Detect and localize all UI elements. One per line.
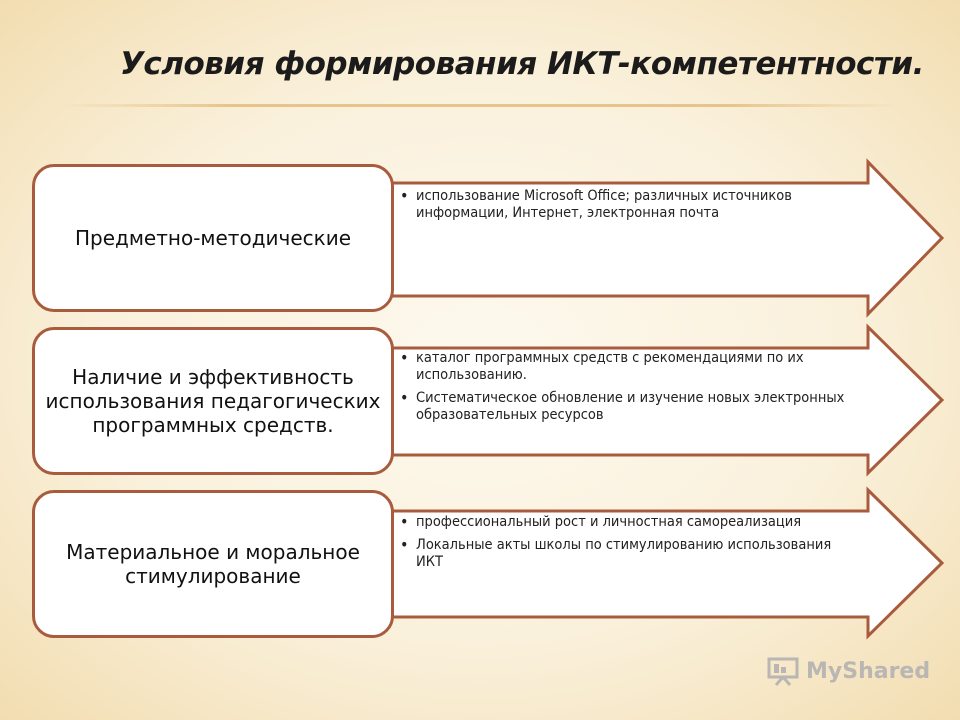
watermark-logo xyxy=(766,656,930,686)
watermark-text: MyShared xyxy=(806,658,931,684)
row-2-label-box xyxy=(32,327,394,475)
arrow-shape-1 xyxy=(380,162,942,314)
row-1-label: Предметно-методические xyxy=(74,226,352,250)
row-3-label-box xyxy=(32,490,394,638)
row-1-label-box xyxy=(32,164,394,312)
row-2-bullet-2: • Систематическое обновление и изучение новых электронных образовательных ресурсов xyxy=(398,390,858,424)
page-title-dot: . xyxy=(912,46,924,82)
row-2-bullet-list xyxy=(398,350,858,430)
presentation-board-icon xyxy=(766,656,800,686)
row-3-bullet-list xyxy=(398,514,858,577)
row-1-bullet-1: • использование Microsoft Office; различных источников информации, Интернет, электронная почта xyxy=(398,188,858,222)
row-3-bullet-2: • Локальные акты школы по стимулированию использования ИКТ xyxy=(398,537,858,571)
row-3-label: Материальное и моральное стимулирование xyxy=(66,540,360,588)
row-2-bullet-1: • каталог программных средств с рекомендациями по их использованию. xyxy=(398,350,858,384)
row-2-label: Наличие и эффективность использования педагогических программных средств. xyxy=(45,365,381,437)
page-title-text: Условия формирования ИКТ-компетентности xyxy=(120,46,913,82)
row-3-bullet-1: • профессиональный рост и личностная самореализация xyxy=(398,514,858,531)
row-1-bullet-list xyxy=(398,188,858,228)
